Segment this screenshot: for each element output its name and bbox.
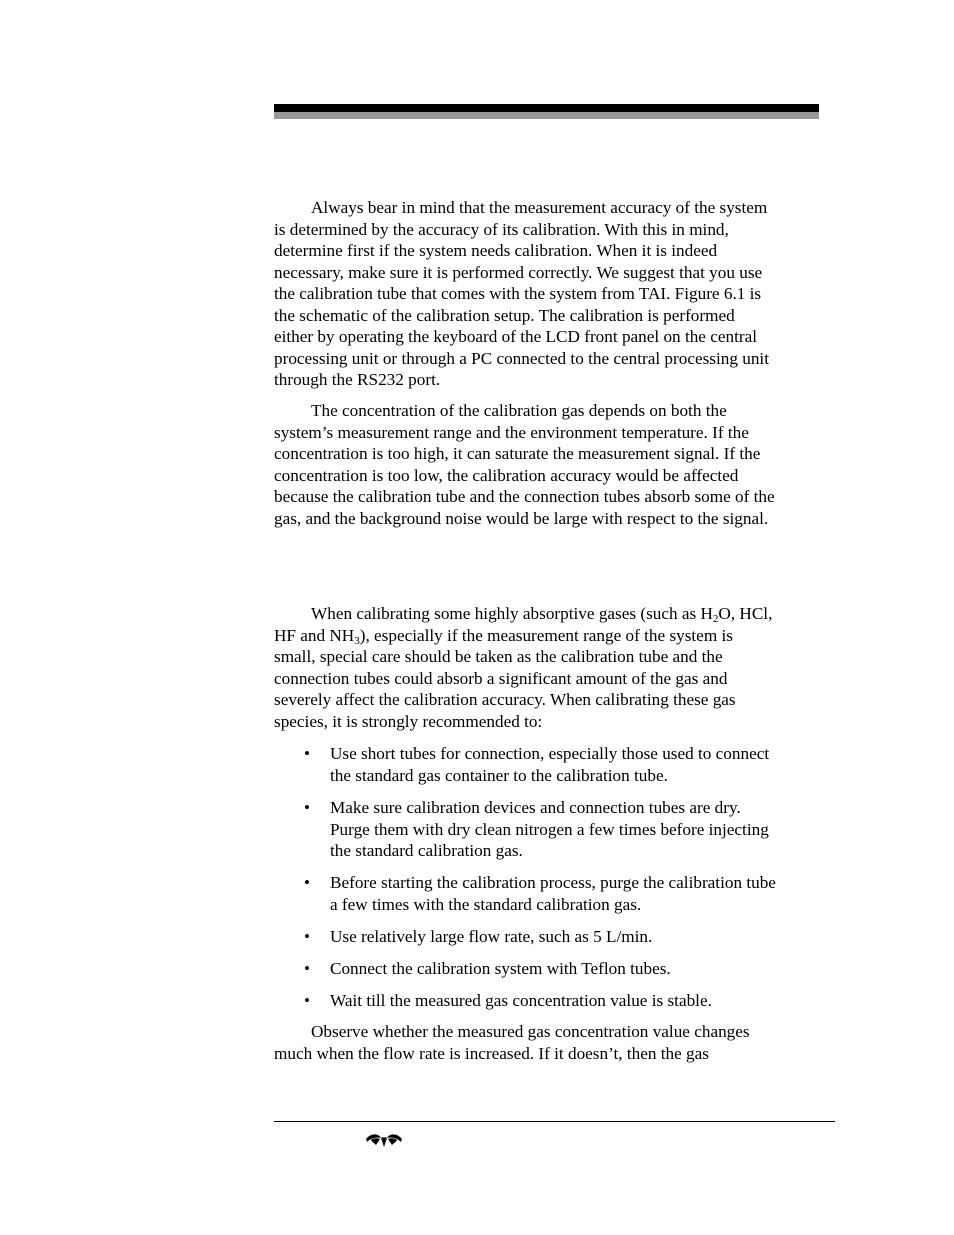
text-line: gas, and the background noise would be large with respect to the signal.	[274, 508, 769, 528]
teledyne-logo-icon	[364, 1130, 404, 1148]
list-item-text	[330, 872, 776, 915]
list-item-text	[330, 926, 652, 948]
text-line: connection tubes could absorb a significant amount of the gas and	[274, 668, 728, 688]
teledyne-logo-icon	[364, 1130, 404, 1148]
list-item-text	[330, 990, 712, 1012]
paragraph-absorptive-gases	[274, 603, 822, 732]
text-line: necessary, make sure it is performed correctly. We suggest that you use	[274, 262, 763, 282]
text-line: Make sure calibration devices and connection tubes are dry.	[330, 798, 741, 817]
text-line: Use relatively large flow rate, such as 5 L/min.	[330, 927, 653, 946]
text-line: Before starting the calibration process, purge the calibration tube	[330, 873, 776, 892]
text-line: the calibration tube that comes with the system from TAI. Figure 6.1 is	[274, 284, 762, 303]
text-line: Purge them with dry clean nitrogen a few times before injecting	[330, 819, 769, 839]
text-line: Wait till the measured gas concentration value is stable.	[330, 991, 712, 1010]
text-line: the standard calibration gas.	[330, 841, 523, 860]
bullet-icon: •	[304, 744, 311, 763]
text-line: the schematic of the calibration setup. The calibration is performed	[274, 305, 735, 325]
header-rule-black	[274, 104, 819, 112]
text-line: species, it is strongly recommended to:	[274, 711, 543, 731]
paragraph-concentration	[274, 400, 822, 529]
paragraph-intro	[274, 197, 822, 391]
text-line: concentration is too high, it can saturate the measurement signal. If the	[274, 444, 761, 463]
list-item-text	[330, 797, 769, 862]
bullet-icon: •	[304, 991, 311, 1010]
text-fragment: ), especially if the measurement range of the system is	[359, 625, 733, 645]
text-line: either by operating the keyboard of the LCD front panel on the central	[274, 327, 757, 346]
text-line: Use short tubes for connection, especially those used to connect	[330, 744, 770, 763]
text-line: severely affect the calibration accuracy. When calibrating these gas	[274, 690, 736, 709]
footer-rule	[274, 1121, 835, 1122]
bullet-icon: •	[304, 959, 311, 978]
list-item-text	[330, 958, 671, 980]
bullet-icon: •	[304, 927, 311, 946]
text-line: processing unit or through a PC connected to the central processing unit	[274, 348, 769, 368]
text-line: the standard gas container to the calibration tube.	[330, 765, 668, 785]
text-line: concentration is too low, the calibration accuracy would be affected	[274, 465, 739, 485]
text-fragment: O, HCl,	[718, 604, 773, 623]
text-line: small, special care should be taken as the calibration tube and the	[274, 647, 723, 666]
text-fragment: When calibrating some highly absorptive gases (such as H	[311, 604, 713, 623]
text-line: Always bear in mind that the measurement accuracy of the system	[311, 198, 768, 217]
list-item-text	[330, 743, 769, 786]
text-line: through the RS232 port.	[274, 370, 441, 389]
text-line: is determined by the accuracy of its calibration. With this in mind,	[274, 219, 729, 239]
text-line: system’s measurement range and the environment temperature. If the	[274, 422, 749, 442]
text-line: much when the flow rate is increased. If it doesn’t, then the gas	[274, 1043, 709, 1063]
subscript: 3	[354, 634, 360, 647]
text-line	[274, 625, 822, 647]
text-line: a few times with the standard calibration gas.	[330, 894, 642, 914]
bullet-icon: •	[304, 873, 311, 892]
text-line: determine first if the system needs calibration. When it is indeed	[274, 241, 718, 260]
text-line: Observe whether the measured gas concentration value changes	[311, 1022, 750, 1041]
paragraph-flow-rate	[274, 1021, 822, 1064]
text-line: because the calibration tube and the connection tubes absorb some of the	[274, 487, 775, 506]
bullet-icon: •	[304, 798, 311, 817]
subscript: 2	[712, 613, 719, 625]
header-rule-gray	[274, 112, 819, 119]
text-line: Connect the calibration system with Teflon tubes.	[330, 959, 671, 978]
text-line: The concentration of the calibration gas depends on both the	[311, 401, 727, 420]
text-line	[274, 603, 822, 625]
text-fragment: HF and NH	[274, 625, 355, 645]
